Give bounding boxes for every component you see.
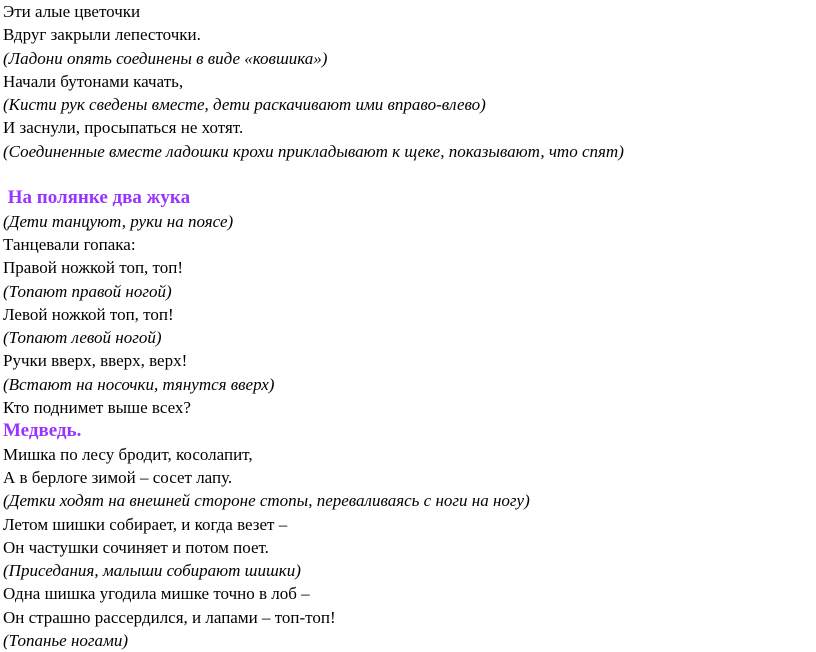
stage-direction: (Детки ходят на внешней стороне стопы, переваливаясь с ноги на ногу) [3, 491, 530, 511]
stage-direction: (Топают правой ногой) [3, 281, 172, 301]
poem-line: А в берлоге зимой – сосет лапу. [3, 467, 233, 487]
poem-line: Эти алые цветочки [3, 2, 141, 21]
poem-bear [3, 419, 813, 652]
section-heading-beetles: На полянке два жука [3, 187, 191, 209]
poem-line: Танцевали гопака: [3, 234, 136, 254]
poem-line: И заснули, просыпаться не хотят. [3, 118, 244, 138]
stage-direction: (Соединенные вместе ладошки крохи прикладывают к щеке, показывают, что спят) [3, 141, 624, 161]
poem-line: Ручки вверх, вверх, верх! [3, 351, 188, 371]
poem-line: Правой ножкой топ, топ! [3, 258, 184, 278]
poem-line: Одна шишка угодила мишке точно в лоб – [3, 584, 310, 604]
poem-line: Начали бутонами качать, [3, 71, 184, 91]
poem-beetles [3, 186, 813, 419]
poem-line: Он частушки сочиняет и потом поет. [3, 537, 269, 557]
poem-line: Левой ножкой топ, топ! [3, 304, 174, 324]
poem-line: Летом шишки собирает, и когда везет – [3, 514, 288, 534]
spacer [3, 163, 813, 186]
stage-direction: (Топанье ногами) [3, 631, 129, 651]
poem-line: Кто поднимет выше всех? [3, 398, 191, 418]
stage-direction: (Приседания, малыши собирают шишки) [3, 561, 301, 581]
stage-direction: (Топают левой ногой) [3, 328, 162, 348]
stage-direction: (Дети танцуют, руки на поясе) [3, 211, 234, 231]
poem-flowers [3, 0, 813, 163]
poem-line: Вдруг закрыли лепесточки. [3, 25, 201, 45]
stage-direction: (Ладони опять соединены в виде «ковшика») [3, 48, 328, 68]
stage-direction: (Встают на носочки, тянутся вверх) [3, 374, 275, 394]
stage-direction: (Кисти рук сведены вместе, дети раскачивают ими вправо-влево) [3, 95, 486, 115]
document-page [3, 0, 813, 652]
section-heading-bear: Медведь. [3, 420, 82, 442]
poem-line: Он страшно рассердился, и лапами – топ-топ! [3, 607, 336, 627]
poem-line: Мишка по лесу бродит, косолапит, [3, 444, 253, 464]
